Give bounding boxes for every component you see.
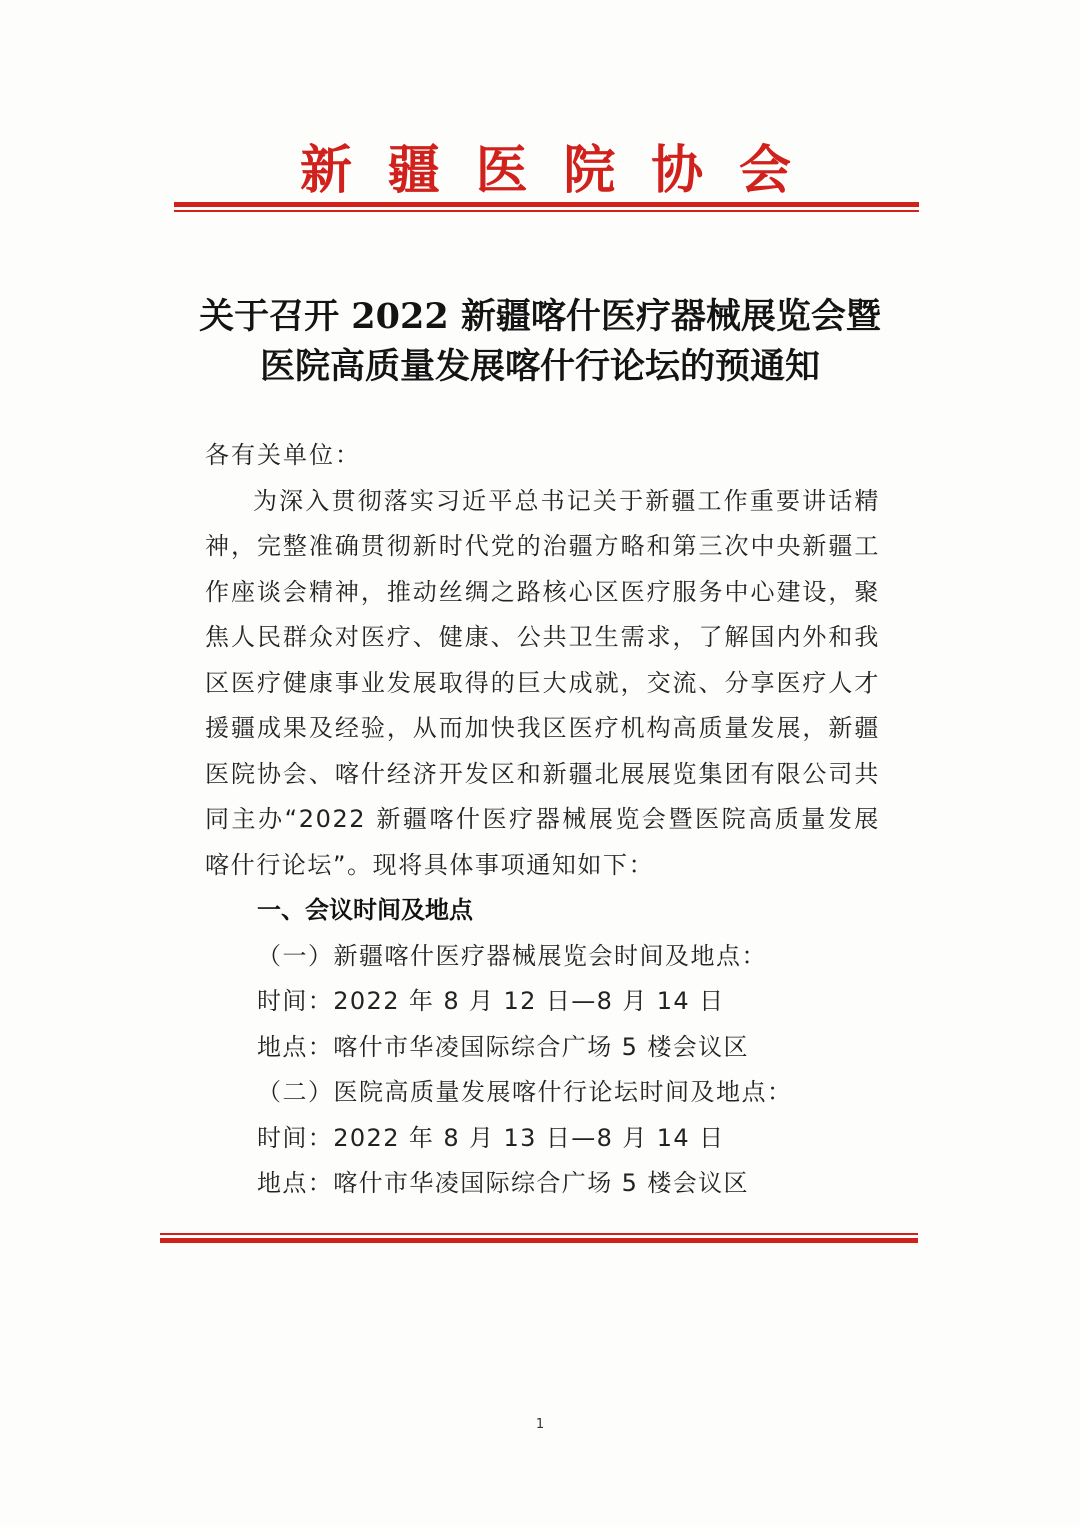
section-heading-time-place: 一、会议时间及地点 [257, 896, 473, 924]
letterhead-char: 疆 [387, 139, 440, 201]
forum-place: 地点：喀什市华凌国际综合广场 5 楼会议区 [257, 1169, 749, 1197]
page-number: 1 [535, 1417, 545, 1432]
letterhead-char: 协 [651, 139, 704, 201]
footer-divider [160, 1233, 918, 1243]
salutation: 各有关单位： [205, 441, 361, 469]
forum-heading: （二）医院高质量发展喀什行论坛时间及地点： [257, 1078, 793, 1106]
letterhead-char: 新 [300, 139, 353, 201]
forum-time: 时间：2022 年 8 月 13 日—8 月 14 日 [257, 1123, 725, 1152]
document-title [150, 292, 930, 392]
title-line-2: 医院高质量发展喀什行论坛的预通知 [259, 346, 820, 387]
intro-paragraph: 为深入贯彻落实习近平总书记关于新疆工作重要讲话精神，完整准确贯彻新时代党的治疆方略和第三次中央新疆工作座谈会精神，推动丝绸之路核心区医疗服务中心建设，聚焦人民群众对医疗、健康、公共卫生需求，了解国内外和我区医疗健康事业发展取得的巨大成就，交流、分享医疗人才援疆成果及经验，从而加快我区医疗机构高质量发展，新疆医院协会、喀什经济开发区和新疆北展展览集团有限公司共同主办“2022 新疆喀什医疗器械展览会暨医院高质量发展喀什行论坛”。现将具体事项通知如下： [205, 486, 880, 879]
expo-time: 时间：2022 年 8 月 12 日—8 月 14 日 [257, 987, 725, 1015]
letterhead-char: 会 [738, 139, 791, 201]
letterhead-divider [174, 202, 919, 212]
letterhead-char: 院 [563, 139, 616, 201]
expo-place: 地点：喀什市华凌国际综合广场 5 楼会议区 [257, 1032, 749, 1061]
document-body [205, 433, 880, 1207]
letterhead-xinjiang-hospital-association [174, 130, 919, 200]
title-line-1: 关于召开 2022 新疆喀什医疗器械展览会暨 [199, 296, 881, 337]
letterhead-char: 医 [475, 139, 528, 201]
expo-heading: （一）新疆喀什医疗器械展览会时间及地点： [257, 941, 767, 970]
